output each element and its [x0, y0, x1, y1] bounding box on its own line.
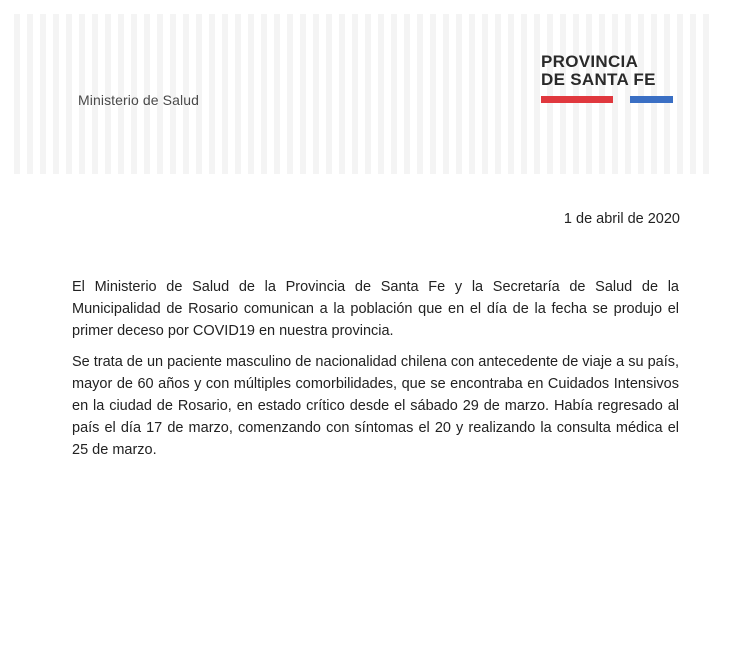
- logo-red-bar: [541, 96, 613, 103]
- paragraph-2: Se trata de un paciente masculino de nacionalidad chilena con antecedente de viaje a su país, mayor de 60 años y con múltiples comorbilidades, que se encontraba en Cuidados Intensivos en la ciudad de Rosario, en estado crítico desde el sábado 29 de marzo. Había regresado al país el día 17 de marzo, comenzando con síntomas el 20 y realizando la consulta médica el 25 de marzo.: [72, 354, 680, 458]
- paragraph-1: El Ministerio de Salud de la Provincia de Santa Fe y la Secretaría de Salud de la Municipalidad de Rosario comunican a la población que en el día de la fecha se produjo el primer deceso por COVID19 en nuestra provincia.: [72, 279, 679, 339]
- document-date: 1 de abril de 2020: [563, 211, 680, 227]
- logo-line-1: PROVINCIA: [541, 52, 639, 71]
- logo-line-2: DE SANTA FE: [541, 70, 656, 89]
- logo-blue-bar: [630, 96, 673, 103]
- province-logo: [541, 53, 681, 104]
- logo-flag-bars: [541, 96, 681, 104]
- ministry-name: Ministerio de Salud: [78, 92, 199, 108]
- document-body: [72, 276, 679, 470]
